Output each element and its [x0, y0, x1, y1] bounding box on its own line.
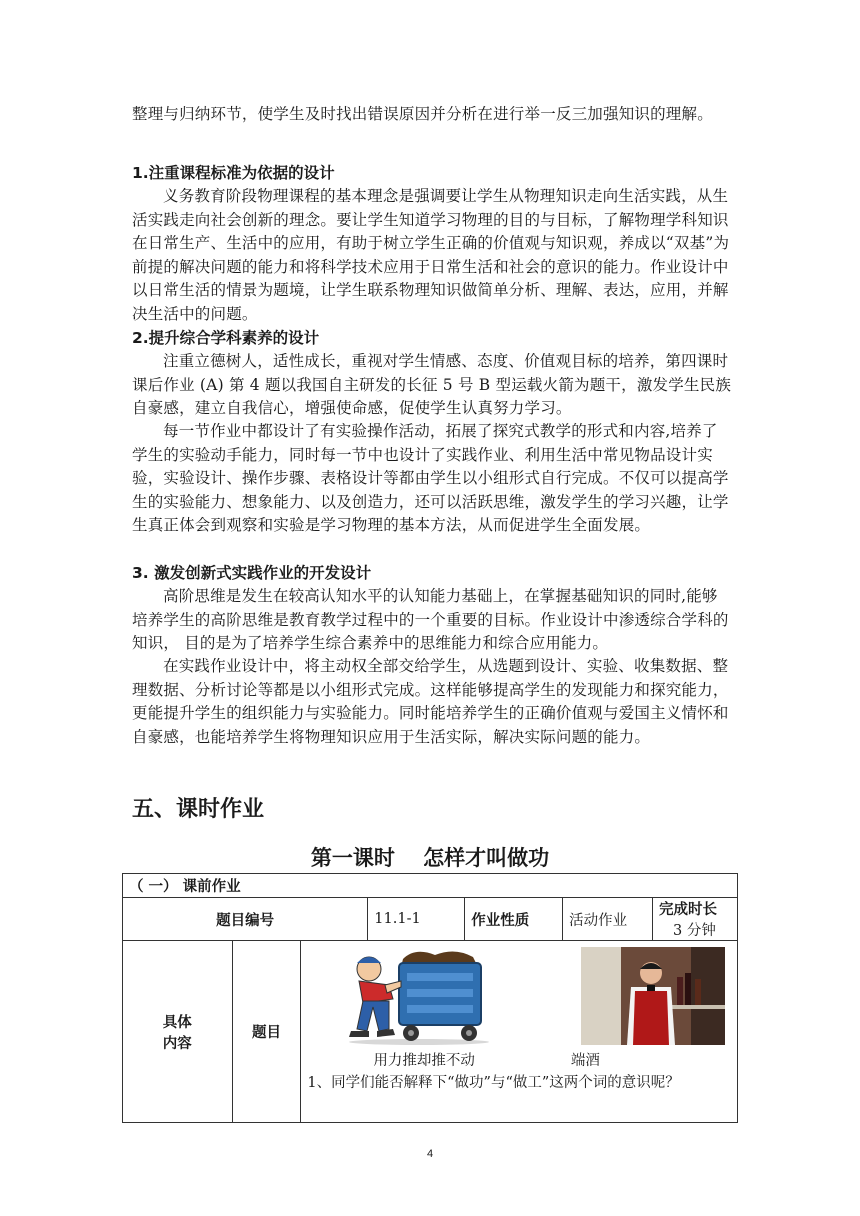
- caption-right: 端酒: [570, 1053, 600, 1069]
- question-images: [307, 945, 731, 1045]
- section-2-paragraph-2: 每一节作业中都设计了有实验操作活动，拓展了探究式教学的形式和内容,培养了学生的实验动手能力，同时每一节中也设计了实践作业、利用生活中常见物品设计实验，实验设计、操作步骤、表格设计等都由学生以小组形式自行完成。不仅可以提高学生的实验能力、想象能力、以及创造力，还可以活跃思维，激发学生的学习兴趣，让学生真正体会到观察和实验是学习物理的基本方法，从而促进学生全面发展。: [132, 422, 729, 534]
- section-2-heading: 2.提升综合学科素养的设计: [132, 329, 320, 347]
- homework-table: [122, 873, 738, 1123]
- section-1-paragraph-1: 义务教育阶段物理课程的基本理念是强调要让学生从物理知识走向生活实践，从生活实践走向社会创新的理念。要让学生知道学习物理的目的与目标，了解物理学科知识在日常生产、生活中的应用，有助于树立学生正确的价值观与知识观，养成以“双基”为前提的解决问题的能力和将科学技术应用于日常生活和社会的意识的能力。作业设计中以日常生活的情景为题境，让学生联系物理知识做简单分析、理解、表达，应用，并解决生活中的问题。: [132, 187, 730, 323]
- time-label: 完成时长: [659, 902, 718, 918]
- nature-value: 活动作业: [563, 898, 653, 941]
- intro-paragraph: 整理与归纳环节，使学生及时找出错误原因并分析在进行举一反三加强知识的理解。: [132, 105, 713, 123]
- section-3-paragraph-1: 高阶思维是发生在较高认知水平的认知能力基础上，在掌握基础知识的同时,能够培养学生的高阶思维是教育教学过程中的一个重要的目标。作业设计中渗透综合学科的知识， 目的是为了培养学生综合素养中的思维能力和综合应用能力。: [132, 587, 729, 652]
- section-3-heading: 3. 激发创新式实践作业的开发设计: [132, 564, 372, 582]
- page-number: 4: [426, 1148, 434, 1160]
- cartoon-pushing-cart-image: [345, 945, 493, 1045]
- question-text: 1、同学们能否解释下“做功”与“做工”这两个词的意识呢？: [307, 1075, 680, 1091]
- question-label: 题目: [232, 941, 301, 1123]
- nature-label: 作业性质: [465, 898, 563, 941]
- table-section-row: [123, 874, 738, 898]
- chapter-heading: 五、课时作业: [132, 797, 265, 822]
- section-1-heading: 1.注重课程标准为依据的设计: [132, 164, 335, 182]
- content-label-line-1: 具体: [162, 1014, 192, 1031]
- time-value: 3 分钟: [673, 923, 716, 939]
- table-meta-row: [123, 898, 738, 941]
- content-label-line-2: 内容: [162, 1035, 192, 1052]
- table-content-row: [123, 941, 738, 1123]
- image-captions: [307, 1049, 731, 1070]
- question-cell: [301, 941, 738, 1123]
- caption-left: 用力推却推不动: [373, 1053, 475, 1069]
- id-value: 11.1-1: [368, 898, 465, 941]
- section-2-paragraph-1: 注重立德树人，适性成长，重视对学生情感、态度、价值观目标的培养，第四课时课后作业 (A) 第 4 题以我国自主研发的长征 5 号 B 型运载火箭为题干，激发学生民族自豪感，建立自我信心，增强使命感，促使学生认真努力学习。: [132, 352, 732, 417]
- section-label: （ 一） 课前作业: [123, 874, 738, 898]
- section-3-paragraph-2: 在实践作业设计中，将主动权全部交给学生，从选题到设计、实验、收集数据、整理数据、分析讨论等都是以小组形式完成。这样能够提高学生的发现能力和探究能力，更能提升学生的组织能力与实验能力。同时能培养学生的正确价值观与爱国主义情怀和自豪感，也能培养学生将物理知识应用于生活实际，解决实际问题的能力。: [132, 657, 729, 746]
- time-cell: [653, 898, 738, 941]
- lesson-title: 第一课时 怎样才叫做功: [310, 846, 550, 870]
- id-label: 题目编号: [123, 898, 368, 941]
- waiter-photo-image: [581, 947, 725, 1045]
- content-label-cell: [123, 941, 233, 1123]
